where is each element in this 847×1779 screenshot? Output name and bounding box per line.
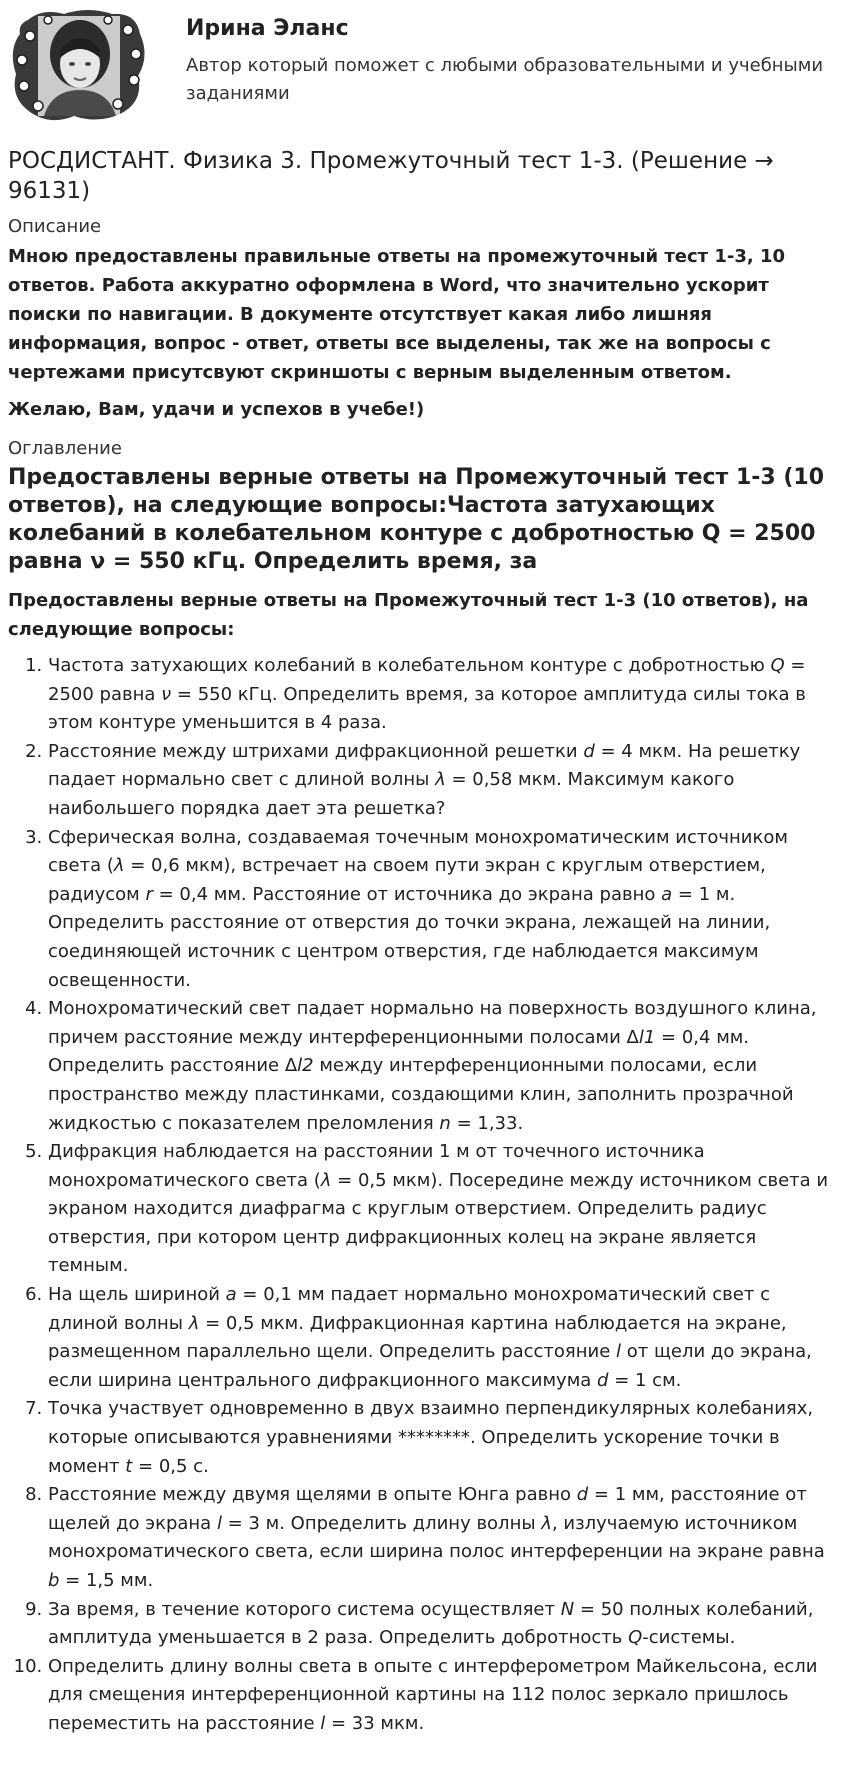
question-text: = 0,5 с. [132, 1455, 209, 1477]
question-text: = 3 м. Определить длину волны [221, 1512, 542, 1534]
question-variable: t [125, 1455, 133, 1477]
question-variable: λ [113, 855, 125, 877]
question-variable: N [560, 1598, 575, 1620]
question-text: Расстояние между штрихами дифракционной решетки [48, 740, 584, 762]
question-text: Монохроматический свет падает нормально на поверхность воздушного клина, причем расстояние между интерференционными полосами Δ [48, 998, 817, 1048]
question-item [48, 1281, 840, 1395]
question-text: Точка участвует одновременно в двух взаимно перпендикулярных колебаниях, которые описываются уравнениями ********. Определить ускорение точки в момент [48, 1398, 814, 1477]
question-item [48, 1481, 840, 1595]
question-text: За время, в течение которого система осуществляет [48, 1598, 561, 1620]
question-text: = 2500 равна [48, 655, 806, 705]
question-item [48, 1653, 840, 1739]
author-name[interactable]: Ирина Эланс [186, 16, 349, 41]
question-text: = 33 мкм. [325, 1712, 425, 1734]
question-text: Расстояние между двумя щелями в опыте Юнга равно [48, 1484, 577, 1506]
question-text: между интерференционными полосами, если пространство между пластинками, создающими клин, заполнить прозрачной жидкостью с показателем преломления [48, 1055, 794, 1134]
question-text: = 0,6 мкм), встречает на своем пути экран с круглым отверстием, радиусом [48, 855, 766, 905]
question-variable: l [616, 1341, 622, 1363]
question-text: Частота затухающих колебаний в колебательном контуре с добротностью [48, 655, 771, 676]
question-variable: λ [541, 1512, 552, 1534]
question-variable: Q [770, 655, 785, 676]
question-text: = 1 мм, расстояние от щелей до экрана [48, 1484, 807, 1534]
author-avatar[interactable] [8, 6, 150, 126]
question-text: -системы. [642, 1627, 736, 1649]
question-variable: a [225, 1284, 237, 1306]
question-item [48, 824, 840, 996]
question-variable: Q [628, 1627, 643, 1649]
question-text: = 0,5 мкм. Дифракционная картина наблюдается на экране, размещенном параллельно щели. Определить расстояние [48, 1312, 787, 1363]
question-text: от щели до экрана, если ширина центрального дифракционного максимума [48, 1341, 812, 1391]
question-variable: λ [435, 769, 446, 791]
question-text: Сферическая волна, создаваемая точечным монохроматическим источником света ( [48, 826, 788, 877]
question-item [48, 652, 840, 738]
main-content [8, 146, 840, 1739]
question-item [48, 1138, 840, 1281]
question-text: = 0,58 мкм. Максимум какого наибольшего порядка дает эта решетка? [48, 769, 735, 819]
question-text: Определить длину волны света в опыте с интерферометром Майкельсона, если для смещения интерференционной картины на 112 полос зеркало пришлось переместить на расстояние [48, 1655, 818, 1734]
question-item [48, 738, 840, 824]
description-label: Описание [8, 216, 102, 237]
question-variable: r [145, 883, 153, 905]
question-text: = 0,4 мм. Расстояние от источника до экрана равно [152, 883, 662, 905]
toc-label: Оглавление [8, 438, 122, 459]
question-item [48, 1596, 840, 1653]
page-title: РОСДИСТАНТ. Физика 3. Промежуточный тест 1-3. (Решение → 96131) [8, 148, 774, 204]
question-item [48, 1395, 840, 1481]
question-variable: d [583, 740, 595, 762]
question-variable: λ [320, 1169, 332, 1191]
author-header [8, 6, 839, 126]
toc-subheading: Предоставлены верные ответы на Промежуточный тест 1-3 (10 ответов), на следующие вопросы: [8, 590, 809, 640]
question-variable: n [439, 1112, 451, 1134]
question-variable: l1 [638, 1026, 656, 1048]
question-item [48, 995, 840, 1138]
question-variable: ν [161, 683, 172, 705]
author-description: Автор который поможет с любыми образовательными и учебными заданиями [186, 55, 824, 104]
description-wish: Желаю, Вам, удачи и успехов в учебе!) [8, 399, 425, 420]
question-text: = 0,5 мкм). Посередине между источником света и экраном находится диафрагма с круглым отверстием. Определить радиус отверстия, при котором центр дифракционных колец на экране является темным. [48, 1169, 829, 1277]
question-text: = 0,4 мм. Определить расстояние Δ [48, 1026, 750, 1077]
question-variable: a [661, 883, 673, 905]
question-variable: b [48, 1570, 60, 1591]
question-text: , излучаемую источником монохроматического света, если ширина полос интерференции на экране равна [48, 1512, 825, 1563]
description-paragraph: Мною предоставлены правильные ответы на промежуточный тест 1-3, 10 ответов. Работа аккуратно оформлена в Word, что значительно ускорит поиски по навигации. В документе отсутствует какая либо лишняя информация, вопрос - ответ, ответы все выделены, так же на вопросы с чертежами присутсвуют скриншоты с верным выделенным ответом. [8, 246, 786, 383]
question-text: = 550 кГц. Определить время, за которое амплитуда силы тока в этом контуре уменьшится в 4 раза. [48, 683, 806, 734]
question-variable: λ [188, 1312, 200, 1334]
question-text: = 4 мкм. На решетку падает нормально свет с длиной волны [48, 740, 801, 791]
question-text: = 1 см. [608, 1369, 682, 1391]
question-variable: l [320, 1712, 326, 1734]
toc-heading: Предоставлены верные ответы на Промежуточный тест 1-3 (10 ответов), на следующие вопросы:Частота затухающих колебаний в колебательном контуре с добротностью Q = 2500 равна ν = 550 кГц. Определить время, за [8, 465, 825, 574]
question-text: На щель шириной [48, 1284, 226, 1306]
question-variable: d [576, 1484, 589, 1506]
avatar-image [8, 6, 150, 126]
question-variable: d [597, 1369, 609, 1391]
question-text: = 1,33. [450, 1112, 524, 1134]
question-text: Дифракция наблюдается на расстоянии 1 м от точечного источника монохроматического света ( [48, 1141, 705, 1191]
question-variable: l [216, 1512, 222, 1534]
question-variable: l2 [297, 1055, 314, 1077]
question-text: = 1 м. Определить расстояние от отверстия до точки экрана, лежащей на линии, соединяющей источник с центром отверстия, где наблюдается максимум освещенности. [48, 883, 771, 991]
questions-list [8, 652, 840, 1739]
question-text: = 1,5 мм. [59, 1570, 154, 1591]
question-text: = 50 полных колебаний, амплитуда уменьшается в 2 раза. Определить добротность [48, 1598, 814, 1649]
question-text: = 0,1 мм падает нормально монохроматический свет с длиной волны [48, 1284, 770, 1334]
